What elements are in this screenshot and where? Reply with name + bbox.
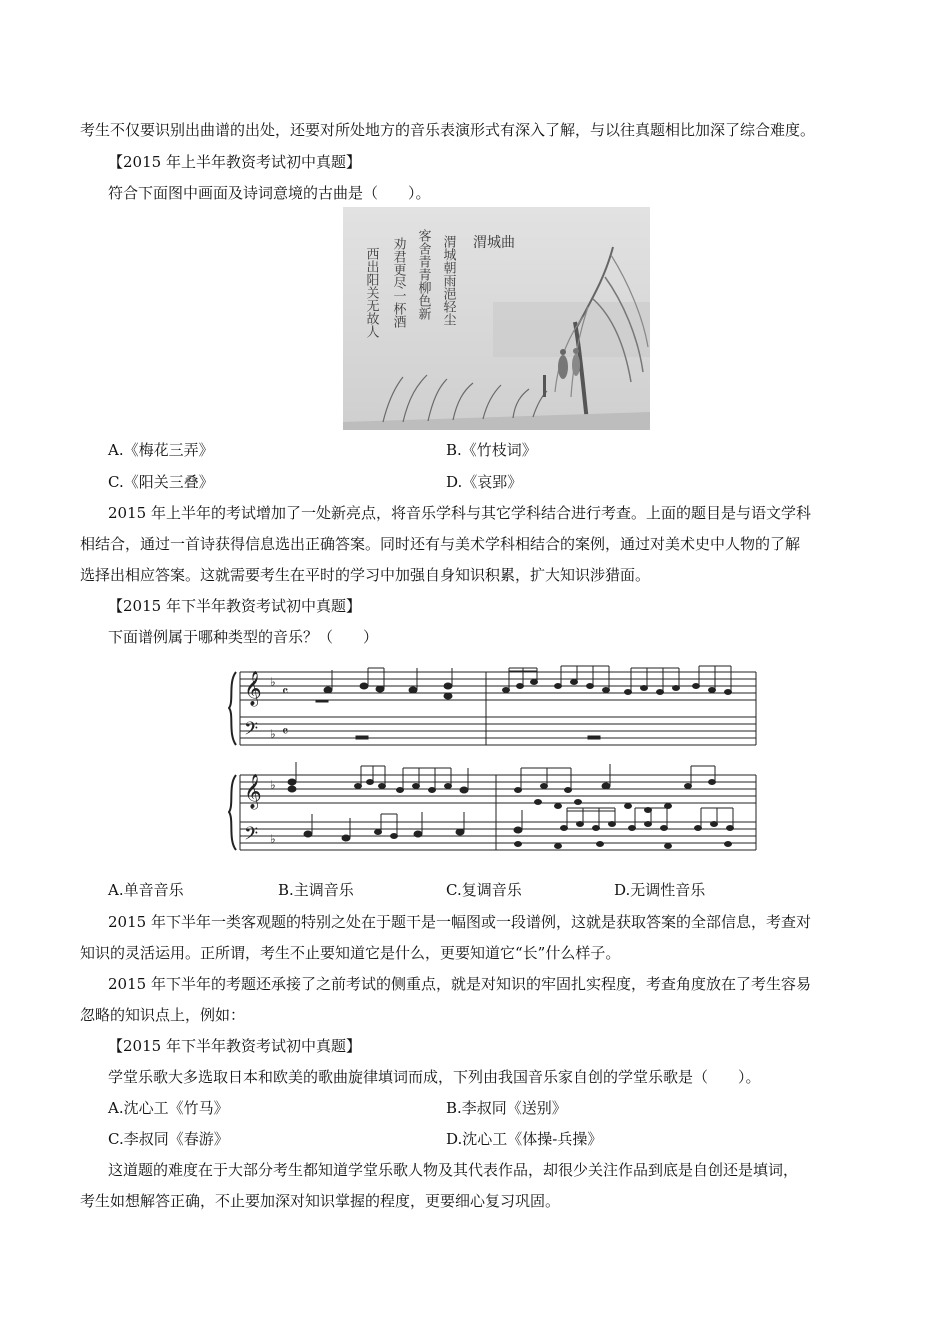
svg-text:𝄞: 𝄞 xyxy=(244,774,262,809)
q2-analysis-line-2: 知识的灵活运用。正所谓，考生不止要知道它是什么，更要知道它“长”什么样子。 xyxy=(80,944,621,962)
poem-line-2: 客舍青青柳色新 xyxy=(415,229,431,320)
q3-option-c: C.李叔同《春游》 xyxy=(108,1130,229,1148)
q1-analysis-line-3: 选择出相应答案。这就需要考生在平时的学习中加强自身知识积累，扩大知识涉猎面。 xyxy=(80,566,651,584)
q3-stem: 学堂乐歌大多选取日本和欧美的歌曲旋律填词而成，下列由我国音乐家自创的学堂乐歌是（ ）。 xyxy=(108,1068,761,1086)
q1-analysis-line-2: 相结合，通过一首诗获得信息选出正确答案。同时还有与美术学科相结合的案例，通过对美术史中人物的了解 xyxy=(80,535,801,553)
q2-tag: 【2015 年下半年教资考试初中真题】 xyxy=(108,597,361,615)
poem-line-3: 劝君更尽一杯酒 xyxy=(390,237,406,328)
poem-line-1: 渭城朝雨浥轻尘 xyxy=(440,235,456,326)
q1-option-d: D.《哀郢》 xyxy=(446,473,523,491)
svg-text:𝄴: 𝄴 xyxy=(282,684,289,700)
q2-option-d: D.无调性音乐 xyxy=(614,881,706,899)
q3-analysis-line-1: 这道题的难度在于大部分考生都知道学堂乐歌人物及其代表作品，却很少关注作品到底是自创还是填词， xyxy=(108,1161,799,1179)
q1-analysis-line-1: 2015 年上半年的考试增加了一处新亮点，将音乐学科与其它学科结合进行考查。上面的题目是与语文学科 xyxy=(108,504,811,522)
q3-option-b: B.李叔同《送别》 xyxy=(446,1099,567,1117)
q2-analysis-line-4: 忽略的知识点上，例如： xyxy=(80,1006,246,1024)
q2-music-score xyxy=(228,662,758,860)
q3-analysis-line-2: 考生如想解答正确，不止要加深对知识掌握的程度，更要细心复习巩固。 xyxy=(80,1192,561,1210)
q1-painting xyxy=(343,207,650,430)
q2-stem: 下面谱例属于哪种类型的音乐？（ ） xyxy=(108,628,379,646)
q3-option-d: D.沈心工《体操-兵操》 xyxy=(446,1130,603,1148)
svg-text:𝄢: 𝄢 xyxy=(244,719,259,744)
q2-option-a: A.单音音乐 xyxy=(108,881,184,899)
svg-text:𝄞: 𝄞 xyxy=(244,671,262,706)
svg-text:♭: ♭ xyxy=(270,675,276,689)
svg-text:♭: ♭ xyxy=(270,778,276,792)
svg-text:𝄢: 𝄢 xyxy=(244,824,259,849)
q3-option-a: A.沈心工《竹马》 xyxy=(108,1099,229,1117)
svg-text:𝄴: 𝄴 xyxy=(282,724,289,740)
score-art xyxy=(228,662,758,860)
svg-text:♭: ♭ xyxy=(270,832,276,846)
q1-option-b: B.《竹枝词》 xyxy=(446,441,537,459)
q3-tag: 【2015 年下半年教资考试初中真题】 xyxy=(108,1037,361,1055)
staff-1-bass xyxy=(240,717,756,745)
q2-option-c: C.复调音乐 xyxy=(446,881,522,899)
painting-art xyxy=(343,207,650,430)
q1-option-c: C.《阳关三叠》 xyxy=(108,473,214,491)
q1-option-a: A.《梅花三弄》 xyxy=(108,441,214,459)
painting-title: 渭城曲 xyxy=(473,235,515,251)
q1-tag: 【2015 年上半年教资考试初中真题】 xyxy=(108,153,361,171)
q2-analysis-line-3: 2015 年下半年的考题还承接了之前考试的侧重点，就是对知识的牢固扎实程度，考查角度放在了考生容易 xyxy=(108,975,811,993)
q1-stem: 符合下面图中画面及诗词意境的古曲是（ ）。 xyxy=(108,184,431,202)
q2-analysis-line-1: 2015 年下半年一类客观题的特别之处在于题干是一幅图或一段谱例，这就是获取答案的全部信息，考查对 xyxy=(108,913,811,931)
svg-text:♭: ♭ xyxy=(270,727,276,741)
staff-2-treble xyxy=(240,775,756,803)
q2-option-b: B.主调音乐 xyxy=(278,881,354,899)
poem-line-4: 西出阳关无故人 xyxy=(363,247,379,338)
intro-paragraph: 考生不仅要识别出曲谱的出处，还要对所处地方的音乐表演形式有深入了解，与以往真题相比加深了综合难度。 xyxy=(80,121,816,139)
staff-2-bass xyxy=(240,822,756,850)
